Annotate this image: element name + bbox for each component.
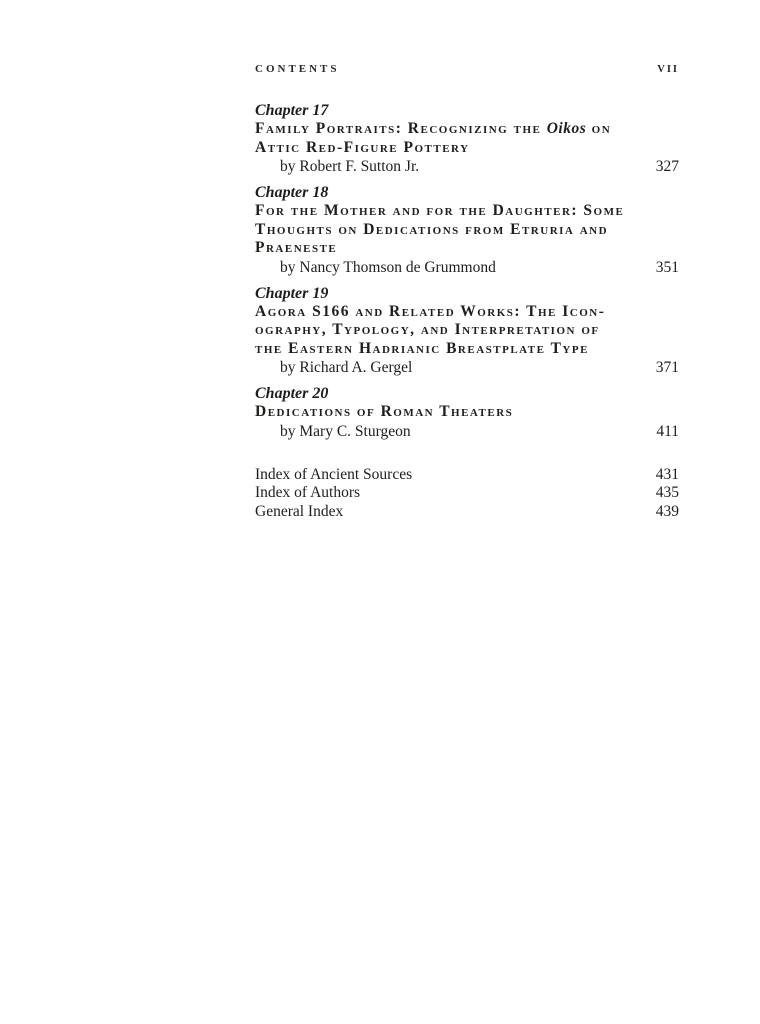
toc-chapter-entry (255, 384, 679, 441)
index-row (255, 466, 679, 485)
chapter-title-text: the Eastern Hadrianic Breastplate Type (255, 339, 589, 357)
chapter-title-text: on (586, 120, 612, 137)
chapter-author: by Mary C. Sturgeon (280, 422, 411, 440)
folio-page-number: VII (657, 64, 679, 75)
chapter-title-italic-word: Oikos (546, 120, 587, 137)
index-page-number: 435 (655, 484, 679, 501)
running-head (255, 63, 679, 75)
running-head-title: CONTENTS (255, 63, 340, 75)
index-label: Index of Ancient Sources (255, 465, 413, 483)
chapter-title-text: ography, Typology, and Interpretation of (255, 321, 600, 338)
index-row (255, 503, 679, 522)
chapter-label: Chapter 17 (255, 102, 329, 119)
chapter-title-text: Thoughts on Dedications from Etruria and (255, 220, 609, 238)
chapter-title-line (255, 340, 679, 359)
chapter-author: by Richard A. Gergel (280, 359, 413, 376)
chapter-author: by Robert F. Sutton Jr. (280, 158, 420, 175)
chapter-title-line (255, 303, 679, 322)
toc-chapter-entry (255, 183, 679, 277)
chapter-label: Chapter 19 (255, 284, 329, 302)
chapter-title-text: Praeneste (255, 239, 338, 256)
contents-page (255, 63, 679, 521)
chapter-title-line (255, 202, 679, 221)
index-list (255, 466, 679, 522)
toc-list (255, 101, 679, 441)
index-label: Index of Authors (255, 484, 361, 501)
chapter-title-line (255, 221, 679, 240)
chapter-title-line (255, 120, 679, 139)
index-label: General Index (255, 502, 344, 520)
index-page-number: 431 (655, 465, 679, 483)
chapter-title-text: Dedications of Roman Theaters (255, 403, 514, 420)
chapter-title-line (255, 139, 679, 158)
chapter-title-text: Agora S166 and Related Works: The Icon- (255, 302, 606, 320)
chapter-title-text: Attic Red-Figure Pottery (255, 138, 470, 156)
chapter-byline-row (255, 422, 679, 441)
chapter-label: Chapter 18 (255, 184, 329, 201)
toc-chapter-entry (255, 284, 679, 378)
toc-chapter-entry (255, 101, 679, 176)
chapter-title-text: For the Mother and for the Daughter: Some (255, 202, 625, 219)
chapter-title-line (255, 239, 679, 258)
chapter-byline-row (255, 358, 679, 377)
chapter-label: Chapter 20 (255, 385, 329, 402)
chapter-page-number: 351 (655, 258, 679, 276)
chapter-page-number: 327 (655, 158, 679, 175)
chapter-page-number: 411 (656, 422, 679, 440)
chapter-byline-row (255, 157, 679, 176)
chapter-author: by Nancy Thomson de Grummond (280, 258, 496, 276)
index-page-number: 439 (655, 502, 679, 520)
chapter-title-line (255, 403, 679, 422)
chapter-title-text: Family Portraits: Recognizing the (255, 120, 547, 137)
chapter-title-line (255, 321, 679, 340)
chapter-page-number: 371 (655, 359, 679, 376)
index-row (255, 484, 679, 503)
chapter-byline-row (255, 258, 679, 277)
